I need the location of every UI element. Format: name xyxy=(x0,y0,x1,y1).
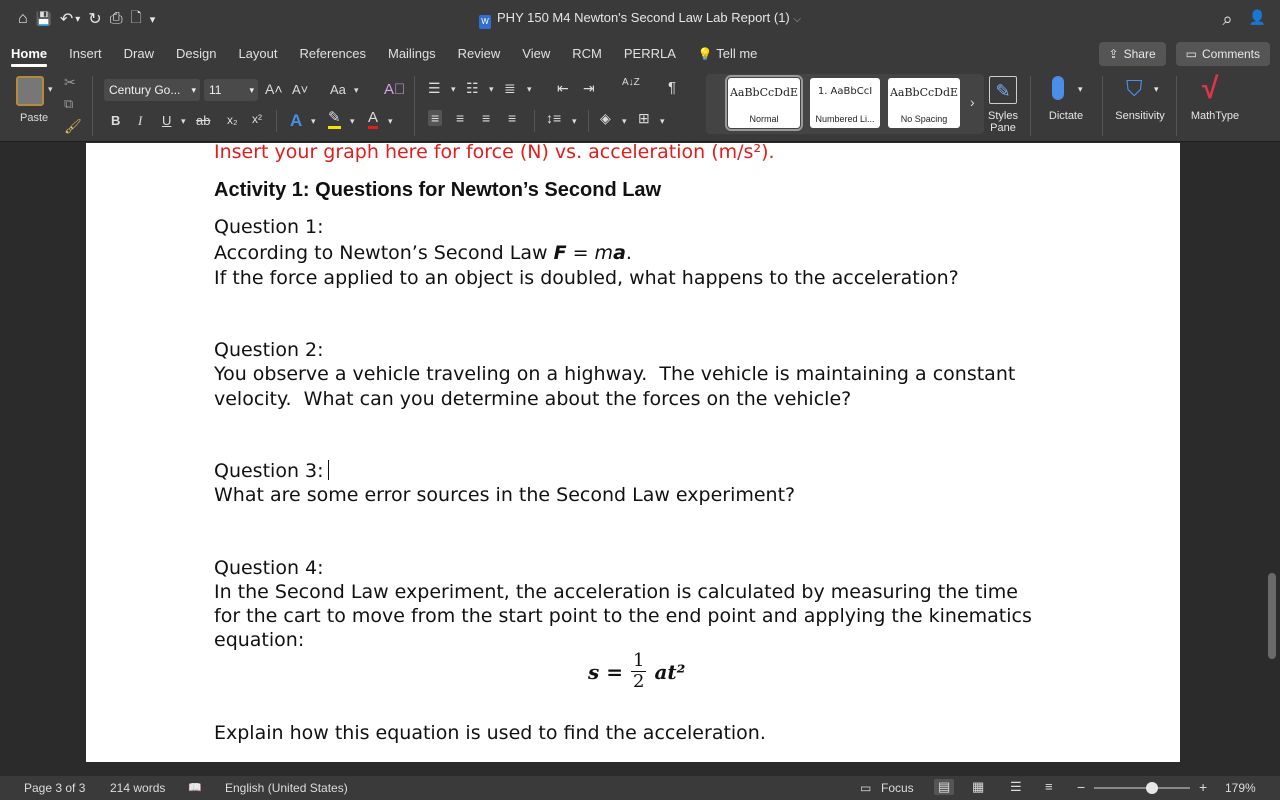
question-1-line-1 xyxy=(214,241,632,265)
borders-icon[interactable]: ⊞ xyxy=(638,110,650,126)
subscript-button[interactable]: x₂ xyxy=(227,113,238,127)
tab-insert[interactable]: Insert xyxy=(69,46,102,61)
formula-rhs: at² xyxy=(654,659,686,684)
vertical-scrollbar[interactable] xyxy=(1268,573,1276,659)
ribbon-tabs xyxy=(0,38,1280,70)
ribbon-separator xyxy=(534,110,535,132)
share-button[interactable] xyxy=(1099,42,1166,66)
tab-view[interactable]: View xyxy=(522,46,551,61)
outline-icon[interactable]: ☰ xyxy=(1010,779,1022,794)
paste-dropdown-icon[interactable]: ▾ xyxy=(48,84,53,94)
q1-mass: m xyxy=(594,242,614,264)
question-3-line-1: What are some error sources in the Second Law experiment? xyxy=(214,484,796,506)
align-right-icon[interactable]: ≡ xyxy=(482,110,491,126)
share-icon: ⇪ xyxy=(1108,47,1119,61)
question-3-label: Question 3: xyxy=(214,460,324,482)
draft-icon[interactable]: ≡ xyxy=(1045,779,1053,794)
chevron-down-icon: ▾ xyxy=(191,85,196,95)
comments-button[interactable] xyxy=(1176,42,1270,66)
mathtype-button[interactable] xyxy=(1184,72,1246,136)
document-page[interactable] xyxy=(86,143,1180,762)
paste-label: Paste xyxy=(20,112,49,124)
shrink-font-button[interactable]: A˅ xyxy=(292,82,309,97)
cut-icon[interactable]: ✂ xyxy=(64,74,76,90)
title-chevron-icon[interactable]: ⌵ xyxy=(793,13,801,25)
decrease-indent-icon[interactable]: ⇤ xyxy=(557,80,569,96)
q1-force: F xyxy=(553,242,567,264)
ribbon-separator xyxy=(1102,76,1103,136)
tab-layout[interactable]: Layout xyxy=(238,46,278,61)
text-cursor xyxy=(328,460,329,480)
chevron-down-icon: ▾ xyxy=(1154,84,1159,94)
customize-toolbar-icon[interactable]: ▾ xyxy=(149,13,156,26)
question-2-label: Question 2: xyxy=(214,339,324,361)
web-layout-icon[interactable]: ▦ xyxy=(972,779,985,794)
print-icon[interactable]: ⎙ xyxy=(109,10,123,27)
ribbon-separator xyxy=(92,76,93,136)
style-name: No Spacing xyxy=(900,114,948,124)
share-label: Share xyxy=(1123,47,1156,61)
increase-indent-icon[interactable]: ⇥ xyxy=(583,80,595,96)
multilevel-list-icon[interactable]: ≣ xyxy=(504,80,516,96)
styles-pane-icon: ✎ xyxy=(989,76,1017,104)
q1-period: . xyxy=(625,242,632,264)
ribbon-separator xyxy=(1030,76,1031,136)
chevron-down-icon: ▾ xyxy=(1078,84,1083,94)
tab-design[interactable]: Design xyxy=(175,46,217,61)
align-left-icon[interactable]: ≡ xyxy=(428,110,442,126)
bullets-icon[interactable]: ☰ xyxy=(428,80,441,96)
question-4-explain: Explain how this equation is used to find the acceleration. xyxy=(214,722,766,744)
style-preview: 1. AaBbCcI xyxy=(817,86,873,97)
format-painter-icon[interactable]: 🖌 xyxy=(64,118,82,134)
ribbon-home xyxy=(0,70,1280,142)
font-size-select[interactable] xyxy=(204,79,258,101)
tell-me[interactable] xyxy=(687,38,769,70)
style-preview: AaBbCcDdE xyxy=(729,86,799,99)
chevron-down-icon[interactable]: ▾ xyxy=(311,116,316,126)
grow-font-button[interactable]: A˄ xyxy=(265,81,283,97)
question-1-line-2: If the force applied to an object is doubled, what happens to the acceleration? xyxy=(214,267,959,289)
shading-icon[interactable]: ◈ xyxy=(600,110,611,126)
font-name-select[interactable] xyxy=(104,79,200,101)
font-color-button[interactable]: A xyxy=(368,110,378,129)
microphone-icon xyxy=(1052,76,1064,100)
mathtype-label: MathType xyxy=(1190,110,1240,122)
tab-home[interactable]: Home xyxy=(0,38,58,70)
save-icon[interactable]: 💾 xyxy=(35,11,52,26)
document-title: PHY 150 M4 Newton's Second Law Lab Report (1) xyxy=(497,9,790,25)
ribbon-separator xyxy=(1176,76,1177,136)
page-count[interactable]: Page 3 of 3 xyxy=(24,781,86,795)
paste-icon[interactable] xyxy=(16,76,44,106)
style-name: Numbered Li... xyxy=(815,114,875,124)
underline-button[interactable]: U xyxy=(162,113,172,128)
formula-lhs: s = xyxy=(588,659,623,684)
formula-fraction xyxy=(631,651,646,692)
title-bar xyxy=(0,0,1280,38)
question-4-label: Question 4: xyxy=(214,557,324,579)
zoom-in-button[interactable]: + xyxy=(1199,779,1208,795)
chevron-down-icon[interactable]: ▾ xyxy=(527,84,532,94)
zoom-slider-track[interactable] xyxy=(1094,787,1190,789)
question-4-line-1: In the Second Law experiment, the acceleration is calculated by measuring the time xyxy=(214,581,1018,603)
ribbon-separator xyxy=(414,76,415,136)
copy-icon[interactable]: ⧉ xyxy=(64,96,74,111)
highlight-button[interactable]: ✎ xyxy=(328,110,341,129)
language[interactable]: English (United States) xyxy=(225,781,348,795)
quick-access-toolbar xyxy=(0,7,155,31)
chevron-down-icon[interactable]: ▾ xyxy=(451,84,456,94)
home-icon[interactable]: ⌂ xyxy=(18,10,28,27)
question-1-label: Question 1: xyxy=(214,216,324,238)
tab-draw[interactable]: Draw xyxy=(123,46,154,61)
superscript-button[interactable]: x² xyxy=(252,112,262,126)
kinematics-equation[interactable] xyxy=(588,651,685,692)
chevron-down-icon[interactable]: ▾ xyxy=(622,116,627,126)
focus-icon[interactable]: ▭ xyxy=(860,781,872,795)
chevron-down-icon[interactable]: ▾ xyxy=(350,116,355,126)
q1-equals: = xyxy=(566,242,595,264)
styles-pane-button[interactable] xyxy=(986,76,1020,138)
q1-accel: a xyxy=(613,242,626,264)
style-no-spacing[interactable] xyxy=(888,78,960,128)
focus-button[interactable]: Focus xyxy=(881,781,914,795)
formula-denominator: 2 xyxy=(632,671,645,692)
q1-prefix: According to Newton’s Second Law xyxy=(214,242,554,264)
mathtype-icon: √ xyxy=(1202,72,1219,105)
style-numbered-list[interactable] xyxy=(810,78,880,128)
sensitivity-button[interactable] xyxy=(1108,76,1172,136)
styles-more-button[interactable]: › xyxy=(970,94,975,110)
chevron-down-icon[interactable]: ▾ xyxy=(660,116,665,126)
zoom-level[interactable]: 179% xyxy=(1225,781,1256,795)
pilcrow-button[interactable]: ¶ xyxy=(668,79,677,96)
comment-icon: ▭ xyxy=(1185,47,1197,61)
window-title xyxy=(0,10,1280,29)
formula-numerator: 1 xyxy=(632,650,645,671)
line-spacing-icon[interactable]: ↕≡ xyxy=(546,110,562,126)
redo-icon[interactable]: ↻ xyxy=(88,11,102,28)
proofing-icon[interactable]: 📖 xyxy=(188,782,202,794)
font-size-value: 11 xyxy=(209,83,222,97)
styles-pane-label: Styles Pane xyxy=(988,110,1018,134)
style-preview: AaBbCcDdE xyxy=(889,86,959,99)
tell-me-label: Tell me xyxy=(716,46,758,61)
tab-perrla[interactable]: PERRLA xyxy=(623,46,676,61)
sensitivity-label: Sensitivity xyxy=(1115,110,1165,122)
bold-button[interactable]: B xyxy=(111,113,121,128)
change-case-button[interactable]: Aa xyxy=(330,82,346,97)
tab-mailings[interactable]: Mailings xyxy=(387,46,436,61)
lightbulb-icon: 💡 xyxy=(697,47,713,61)
word-doc-icon: W xyxy=(479,15,491,29)
word-count[interactable]: 214 words xyxy=(110,781,166,795)
undo-icon[interactable]: ↶ xyxy=(59,11,74,28)
zoom-out-button[interactable]: − xyxy=(1077,779,1086,795)
tab-review[interactable]: Review xyxy=(457,46,501,61)
undo-dropdown-icon[interactable]: ▾ xyxy=(75,13,81,25)
document-canvas xyxy=(0,143,1280,762)
italic-button[interactable]: I xyxy=(138,113,143,128)
clear-formatting-button[interactable]: A⃠ xyxy=(384,81,406,98)
zoom-slider-handle[interactable] xyxy=(1146,782,1158,794)
sensitivity-icon: ⛉ xyxy=(1126,76,1143,101)
style-name: Normal xyxy=(749,114,779,124)
tab-references[interactable]: References xyxy=(299,46,366,61)
question-4-line-2: for the cart to move from the start point to the end point and applying the kinematics xyxy=(214,605,1032,627)
activity-heading: Activity 1: Questions for Newton’s Second Law xyxy=(214,179,662,201)
status-bar xyxy=(0,776,1280,800)
chevron-down-icon[interactable]: ▾ xyxy=(489,84,494,94)
ribbon-separator xyxy=(276,110,277,132)
style-normal[interactable] xyxy=(728,78,800,128)
comments-label: Comments xyxy=(1201,47,1260,61)
account-icon[interactable]: 👤 xyxy=(1248,9,1266,25)
question-4-line-3: equation: xyxy=(214,629,305,651)
question-2-line-2: velocity. What can you determine about the forces on the vehicle? xyxy=(214,388,852,410)
strikethrough-button[interactable]: ab xyxy=(196,113,211,128)
print-layout-icon[interactable]: ▤ xyxy=(934,779,954,795)
align-center-icon[interactable]: ≡ xyxy=(456,110,465,126)
new-document-icon[interactable]: 🗋 xyxy=(130,9,142,25)
dictate-label: Dictate xyxy=(1048,110,1084,122)
chevron-down-icon: ▾ xyxy=(249,85,254,95)
question-3-label-line xyxy=(214,459,329,483)
dictate-button[interactable] xyxy=(1040,76,1092,136)
numbering-icon[interactable]: ☷ xyxy=(466,80,479,96)
graph-placeholder-text: Insert your graph here for force (N) vs. acceleration (m/s²). xyxy=(214,143,775,163)
question-2-line-1: You observe a vehicle traveling on a highway. The vehicle is maintaining a constant xyxy=(214,363,1016,385)
sort-button[interactable]: A↓Z xyxy=(622,77,640,88)
ribbon-separator xyxy=(588,110,589,132)
chevron-down-icon[interactable]: ▾ xyxy=(388,116,393,126)
text-effects-button[interactable]: A xyxy=(290,111,303,130)
chevron-down-icon[interactable]: ▾ xyxy=(354,85,359,95)
chevron-down-icon[interactable]: ▾ xyxy=(181,116,186,126)
tab-rcm[interactable]: RCM xyxy=(572,46,602,61)
justify-icon[interactable]: ≡ xyxy=(508,110,517,126)
chevron-down-icon[interactable]: ▾ xyxy=(572,116,577,126)
font-name-value: Century Go... xyxy=(109,83,181,97)
search-icon[interactable]: ⌕ xyxy=(1222,9,1233,29)
